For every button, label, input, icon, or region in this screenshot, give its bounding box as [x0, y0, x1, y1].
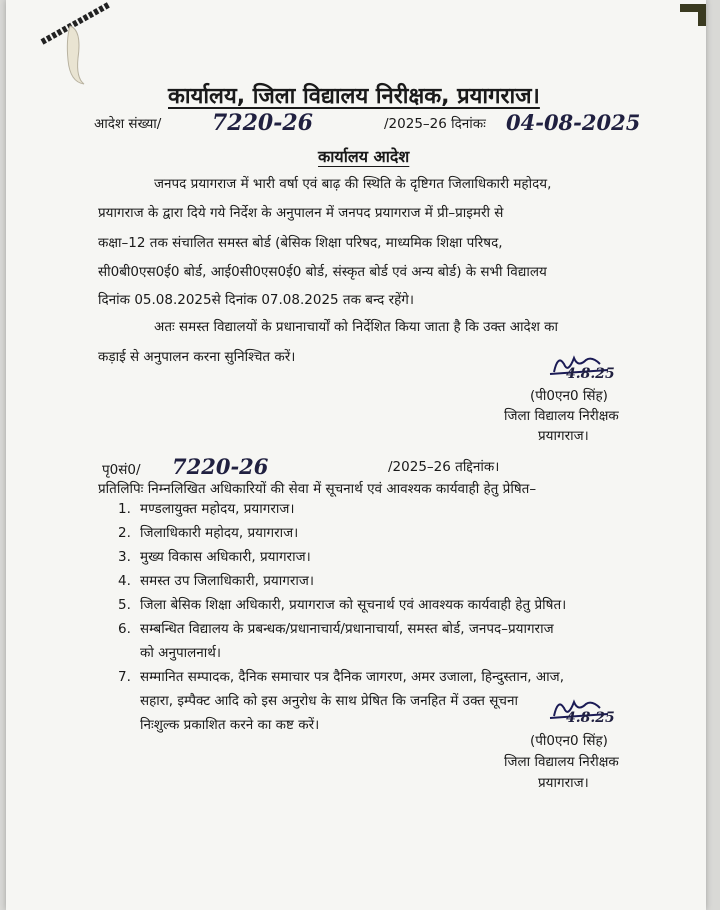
- list-item-continuation: निःशुल्क प्रकाशित करने का कष्ट करें।: [140, 717, 320, 733]
- body-line-5: दिनांक 05.08.2025से दिनांक 07.08.2025 तक बन्द रहेंगे।: [98, 292, 415, 308]
- order-date-handwritten: 04-08-2025: [506, 110, 641, 135]
- endorsement-ref-label: पृ0सं0/: [102, 462, 141, 478]
- body-line-6: अतः समस्त विद्यालयों के प्रधानाचार्यों को निर्देशित किया जाता है कि उक्त आदेश का: [154, 319, 559, 335]
- body-line-3: कक्षा–12 तक संचालित समस्त बोर्ड (बेसिक शिक्षा परिषद, माध्यमिक शिक्षा परिषद,: [98, 235, 503, 251]
- signature-1-place: प्रयागराज।: [538, 428, 589, 444]
- order-number-label: आदेश संख्या/: [94, 116, 162, 132]
- list-item: 2. जिलाधिकारी महोदय, प्रयागराज।: [118, 525, 299, 541]
- endorsement-ref-handwritten: 7220-26: [172, 454, 269, 479]
- list-item-continuation: सहारा, इम्पैक्ट आदि को इस अनुरोध के साथ प्रेषित कि जनहित में उक्त सूचना: [140, 693, 518, 709]
- list-item: 1. मण्डलायुक्त महोदय, प्रयागराज।: [118, 501, 295, 517]
- office-title: कार्यालय, जिला विद्यालय निरीक्षक, प्रयागराज।: [168, 84, 540, 109]
- body-line-7: कड़ाई से अनुपालन करना सुनिश्चित करें।: [98, 349, 296, 365]
- order-heading: कार्यालय आदेश: [318, 147, 410, 166]
- body-line-2: प्रयागराज के द्वारा दिये गये निर्देश के अनुपालन में जनपद प्रयागराज में प्री–प्राइमरी से: [98, 205, 504, 221]
- list-item: 3. मुख्य विकास अधिकारी, प्रयागराज।: [118, 549, 311, 565]
- corner-mark-icon: [680, 4, 706, 26]
- document-page: [6, 0, 706, 910]
- binder-clip-icon: [40, 0, 110, 90]
- body-line-1: जनपद प्रयागराज में भारी वर्षा एवं बाढ़ की स्थिति के दृष्टिगत जिलाधिकारी महोदय,: [154, 176, 552, 192]
- list-item: 5. जिला बेसिक शिक्षा अधिकारी, प्रयागराज को सूचनार्थ एवं आवश्यक कार्यवाही हेतु प्रेषित।: [118, 597, 567, 613]
- list-item-continuation: को अनुपालनार्थ।: [140, 645, 222, 661]
- signature-2-place: प्रयागराज।: [538, 775, 589, 791]
- signature-2-name: (पी0एन0 सिंह): [530, 733, 608, 749]
- order-number-handwritten: 7220-26: [212, 110, 313, 136]
- endorsement-intro: प्रतिलिपिः निम्नलिखित अधिकारियों की सेवा में सूचनार्थ एवं आवश्यक कार्यवाही हेतु प्रेषित–: [98, 481, 537, 497]
- signature-1-designation: जिला विद्यालय निरीक्षक: [504, 408, 619, 424]
- list-item: 6. सम्बन्धित विद्यालय के प्रबन्धक/प्रधानाचार्य/प्रधानाचार्या, समस्त बोर्ड, जनपद–प्रयागराज: [118, 621, 554, 637]
- signature-2-date: 4.8.25: [566, 710, 615, 726]
- signature-1-name: (पी0एन0 सिंह): [530, 388, 608, 404]
- signature-2-designation: जिला विद्यालय निरीक्षक: [504, 754, 619, 770]
- body-line-4: सी0बी0एस0ई0 बोर्ड, आई0सी0एस0ई0 बोर्ड, संस्कृत बोर्ड एवं अन्य बोर्ड) के सभी विद्यालय: [98, 264, 547, 280]
- list-item: 4. समस्त उप जिलाधिकारी, प्रयागराज।: [118, 573, 314, 589]
- endorsement-year-label: /2025–26 तद्दिनांक।: [388, 459, 500, 475]
- signature-1-date: 4.8.25: [566, 366, 615, 382]
- list-item: 7. सम्मानित सम्पादक, दैनिक समाचार पत्र दैनिक जागरण, अमर उजाला, हिन्दुस्तान, आज,: [118, 669, 564, 685]
- year-date-label: /2025–26 दिनांकः: [384, 116, 486, 132]
